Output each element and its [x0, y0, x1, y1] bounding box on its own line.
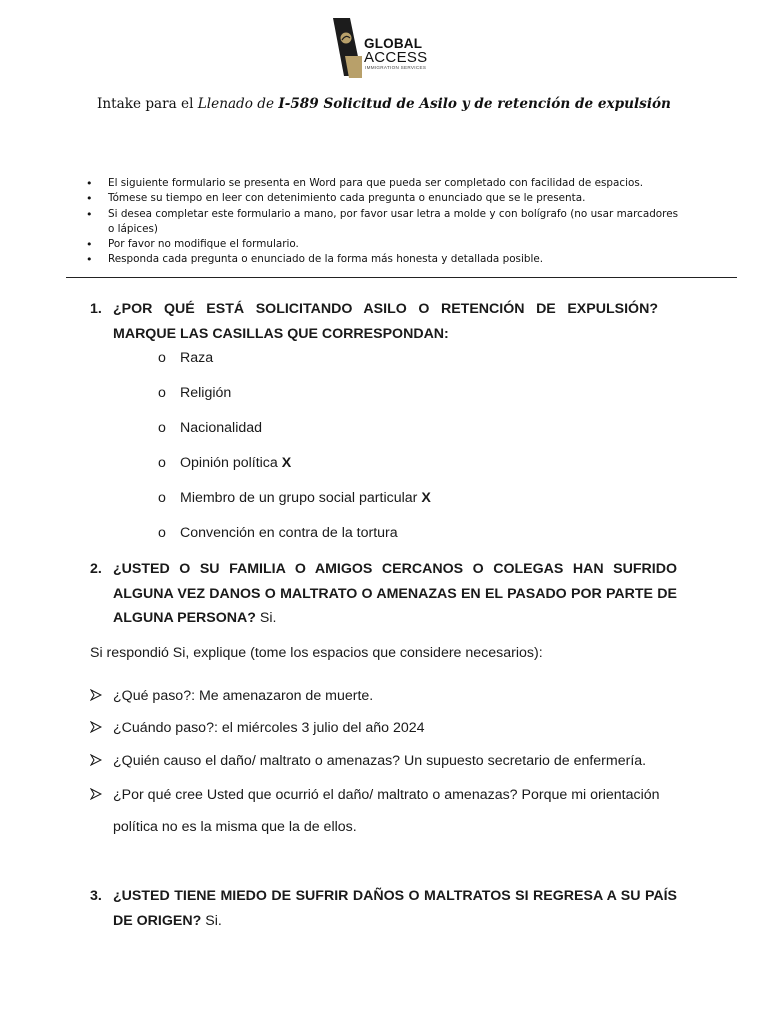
detail-text: ¿Por qué cree Usted que ocurrió el daño/ maltrato o amenazas? Porque mi orientación — [113, 787, 660, 803]
logo-line-1: GLOBAL — [364, 36, 423, 51]
logo-line-2: ACCESS — [364, 49, 428, 66]
title-part-3: I-589 Solicitud de Asilo y de retención de expulsión — [278, 96, 671, 112]
instruction-item: • Si desea completar este formulario a mano, por favor usar letra a molde y con bolígrafo (no usar marcadores o lápices) — [108, 207, 678, 238]
option-mark: X — [421, 490, 431, 506]
detail-text: ¿Quién causo el daño/ maltrato o amenazas? Un supuesto secretario de enfermería. — [113, 753, 647, 769]
option-bullet: o — [158, 455, 166, 471]
question-2-answer: Si. — [255, 610, 277, 626]
question-3-text — [113, 884, 677, 933]
option-mark: X — [281, 455, 292, 471]
arrow-bullet-icon — [90, 754, 102, 766]
option-bullet: o — [158, 420, 166, 436]
arrow-bullet-icon — [90, 788, 102, 800]
option-bullet: o — [158, 385, 166, 401]
question-3-label: ¿USTED TIENE MIEDO DE SUFRIR DAÑOS O MALTRATOS SI REGRESA A SU PAÍS DE ORIGEN? — [113, 888, 677, 929]
option-bullet: o — [158, 525, 166, 541]
question-3-number: 3. — [90, 888, 102, 904]
option-label: Opinión política — [180, 455, 282, 471]
q1-option-tortura — [158, 525, 398, 541]
option-label: Nacionalidad — [180, 420, 263, 436]
instruction-item: • El siguiente formulario se presenta en Word para que pueda ser completado con facilidad de espacios. — [108, 176, 678, 191]
question-1-number: 1. — [90, 301, 102, 317]
title-part-2: Llenado de — [197, 96, 279, 112]
option-label: Convención en contra de la tortura — [180, 525, 398, 541]
option-label: Miembro de un grupo social particular — [180, 490, 422, 506]
instruction-item: • Responda cada pregunta o enunciado de la forma más honesta y detallada posible. — [108, 252, 678, 267]
option-label: Religión — [180, 385, 232, 401]
q1-option-nacionalidad — [158, 420, 262, 436]
question-1-label: ¿POR QUÉ ESTÁ SOLICITANDO ASILO O RETENCIÓN DE EXPULSIÓN? MARQUE LAS CASILLAS QUE CORRESPONDAN: — [113, 301, 658, 342]
q1-option-religion — [158, 385, 231, 401]
instructions-list — [108, 176, 678, 268]
q1-option-opinion-politica — [158, 455, 291, 471]
detail-text: ¿Cuándo paso?: el miércoles 3 julio del año 2024 — [113, 720, 425, 736]
option-bullet: o — [158, 490, 166, 506]
arrow-bullet-icon — [90, 721, 102, 733]
question-3-answer: Si. — [201, 912, 222, 929]
option-bullet: o — [158, 350, 166, 366]
question-2-number: 2. — [90, 561, 102, 577]
arrow-bullet-icon — [90, 689, 102, 701]
logo-emblem-icon — [331, 18, 365, 78]
detail-text: ¿Qué paso?: Me amenazaron de muerte. — [113, 688, 374, 704]
question-2-label: ¿USTED O SU FAMILIA O AMIGOS CERCANOS O COLEGAS HAN SUFRIDO ALGUNA VEZ DANOS O MALTRATO O AMENAZAS EN EL PASADO POR PARTE DE ALGUNA PERSONA? — [113, 561, 677, 626]
question-1-text — [113, 297, 658, 346]
instruction-item: • Por favor no modifique el formulario. — [108, 237, 678, 252]
company-logo — [331, 18, 441, 80]
title-part-1: Intake para el — [97, 96, 198, 112]
option-label: Raza — [180, 350, 214, 366]
q1-option-grupo-social — [158, 490, 431, 506]
q1-option-raza — [158, 350, 213, 366]
logo-line-3: IMMIGRATION SERVICES — [365, 65, 427, 70]
section-divider — [66, 277, 737, 278]
document-title — [0, 96, 768, 112]
question-2-text — [113, 557, 677, 631]
instruction-item: • Tómese su tiempo en leer con detenimiento cada pregunta o enunciado que se le presenta. — [108, 191, 678, 206]
question-2-followup: Si respondió Si, explique (tome los espacios que considere necesarios): — [90, 645, 543, 661]
q2-detail-continuation: política no es la misma que la de ellos. — [113, 819, 357, 835]
